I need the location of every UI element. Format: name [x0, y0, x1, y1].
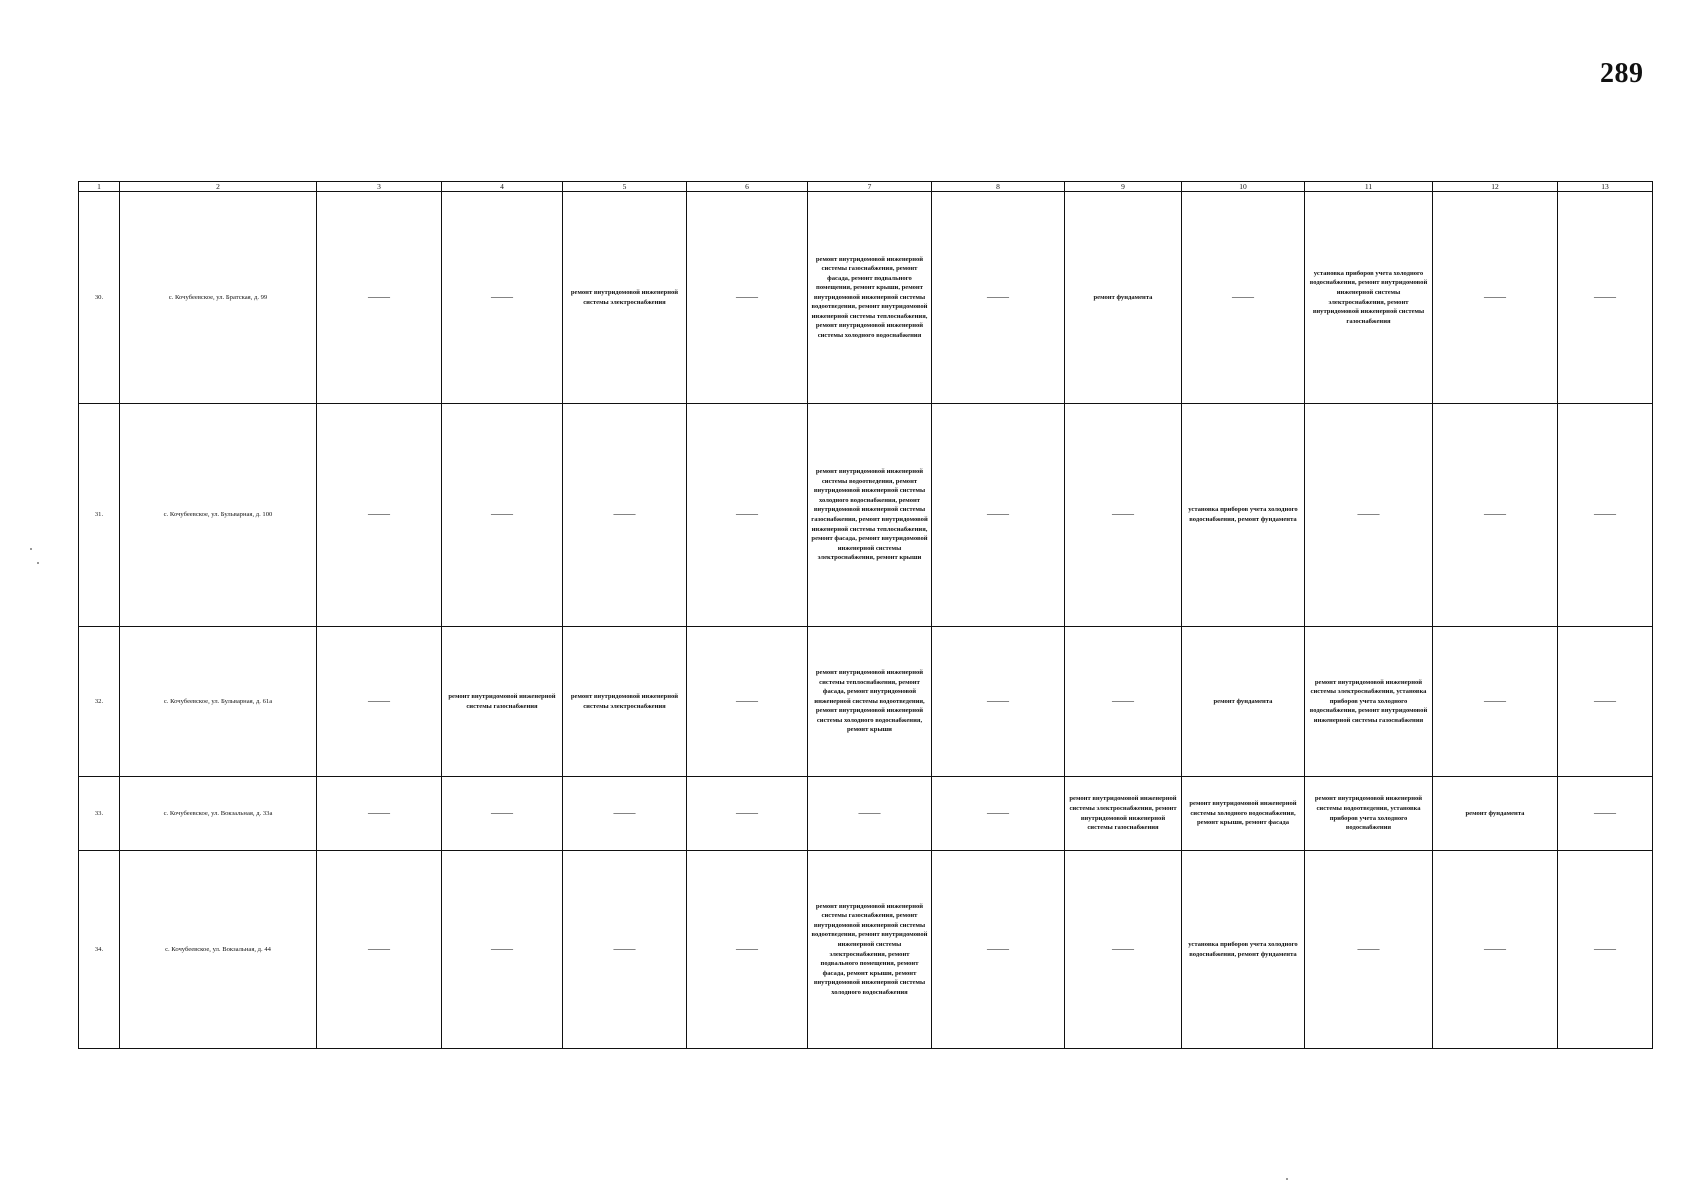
empty-cell	[563, 851, 687, 1049]
dash-mark: ——	[491, 806, 513, 819]
empty-cell	[317, 192, 442, 404]
column-number: 6	[687, 182, 808, 192]
column-number: 13	[1558, 182, 1653, 192]
row-index: 32.	[79, 627, 120, 777]
dash-mark: ——	[1594, 694, 1616, 707]
column-number: 11	[1305, 182, 1433, 192]
row-index: 30.	[79, 192, 120, 404]
work-description: установка приборов учета холодного водоснабжения, ремонт фундамента	[1188, 940, 1298, 958]
column-number: 9	[1065, 182, 1182, 192]
work-description: ремонт внутридомовой инженерной системы электроснабжения, ремонт внутридомовой инженерной системы газоснабжения	[1069, 795, 1177, 832]
dash-mark: ——	[1357, 508, 1380, 521]
dash-mark: ——	[1112, 942, 1134, 955]
work-description: ремонт фундамента	[1093, 293, 1153, 301]
work-description: установка приборов учета холодного водоснабжения, ремонт фундамента	[1188, 506, 1298, 523]
empty-cell	[442, 192, 563, 404]
dash-mark: ——	[368, 694, 390, 707]
row-address: с. Кочубеевское, ул. Вокзальная, д. 44	[120, 851, 317, 1049]
work-description: ремонт фундамента	[1213, 697, 1273, 705]
dash-mark: ——	[736, 694, 758, 707]
empty-cell	[1305, 404, 1433, 627]
dash-mark: ——	[987, 806, 1009, 819]
work-description: ремонт внутридомовой инженерной системы электроснабжения	[570, 288, 679, 306]
row-index: 31.	[79, 404, 120, 627]
dash-mark: ——	[491, 290, 513, 303]
empty-cell	[563, 404, 687, 627]
row-address: с. Кочубеевское, ул. Братская, д. 99	[120, 192, 317, 404]
page-number: 289	[1600, 58, 1644, 89]
empty-cell	[932, 777, 1065, 851]
column-number-row	[79, 182, 1653, 192]
empty-cell	[563, 777, 687, 851]
dash-mark: ——	[1594, 508, 1616, 521]
column-number: 2	[120, 182, 317, 192]
row-address: с. Кочубеевское, ул. Бульварная, д. 61а	[120, 627, 317, 777]
dash-mark: ——	[1484, 290, 1506, 303]
table-row	[79, 192, 1653, 404]
empty-cell	[1065, 627, 1182, 777]
empty-cell	[687, 404, 808, 627]
empty-cell	[317, 404, 442, 627]
table-row	[79, 627, 1653, 777]
work-description: ремонт внутридомовой инженерной системы водоотведения, ремонт внутридомовой инженерной системы холодного водоснабжения, ремонт внутридомовой инженерной системы газоснабжения, ремонт внутридомовой инженерной системы теплоснабжения, ремонт фасада, ремонт внутридомовой инженерной системы электроснабжения, ремонт крыши	[811, 468, 928, 562]
column-number: 7	[808, 182, 932, 192]
empty-cell	[687, 192, 808, 404]
work-description: установка приборов учета холодного водоснабжения, ремонт внутридомовой инженерной системы электроснабжения, ремонт внутридомовой инженерной системы газоснабжения	[1309, 269, 1428, 325]
empty-cell	[1065, 851, 1182, 1049]
empty-cell	[687, 777, 808, 851]
empty-cell	[317, 851, 442, 1049]
dash-mark: ——	[736, 508, 758, 521]
column-number: 5	[563, 182, 687, 192]
work-description: ремонт внутридомовой инженерной системы газоснабжения, ремонт внутридомовой инженерной системы водоотведения, ремонт внутридомовой инженерной системы электроснабжения, ремонт подвального помещения, ремонт фасада, ремонт крыши, ремонт внутридомовой инженерной системы холодного водоснабжения	[811, 902, 928, 996]
empty-cell	[1558, 777, 1653, 851]
dash-mark: ——	[1232, 290, 1254, 303]
dash-mark: ——	[491, 942, 513, 955]
dash-mark: ——	[1594, 290, 1616, 303]
work-description: ремонт внутридомовой инженерной системы теплоснабжения, ремонт фасада, ремонт внутридомовой инженерной системы водоотведения, ремонт внутридомовой инженерной системы холодного водоснабжения, ремонт крыши	[814, 669, 925, 734]
column-number: 8	[932, 182, 1065, 192]
table-row	[79, 851, 1653, 1049]
empty-cell	[1558, 404, 1653, 627]
empty-cell	[932, 627, 1065, 777]
dash-mark: ——	[1594, 806, 1616, 819]
column-number: 10	[1182, 182, 1305, 192]
work-description: ремонт внутридомовой инженерной системы электроснабжения, установка приборов учета холодного водоснабжения, ремонт внутридомовой инженерной системы газоснабжения	[1309, 678, 1428, 724]
empty-cell	[1182, 192, 1305, 404]
empty-cell	[932, 851, 1065, 1049]
scan-speck	[1286, 1178, 1288, 1180]
dash-mark: ——	[736, 290, 758, 303]
column-number: 12	[1433, 182, 1558, 192]
dash-mark: ——	[1112, 508, 1134, 521]
scan-speck	[37, 562, 39, 564]
column-number: 3	[317, 182, 442, 192]
work-description: ремонт внутридомовой инженерной системы газоснабжения, ремонт фасада, ремонт подвального помещения, ремонт крыши, ремонт внутридомовой инженерной системы водоотведения, ремонт внутридомовой инженерной системы теплоснабжения, ремонт внутридомовой инженерной системы холодного водоснабжения	[811, 255, 928, 339]
dash-mark: ——	[613, 806, 636, 819]
empty-cell	[317, 777, 442, 851]
dash-mark: ——	[1594, 942, 1616, 955]
empty-cell	[1433, 404, 1558, 627]
table-row	[79, 777, 1653, 851]
work-description: ремонт фундамента	[1465, 809, 1525, 817]
empty-cell	[687, 627, 808, 777]
empty-cell	[1433, 627, 1558, 777]
work-description: ремонт внутридомовой инженерной системы холодного водоснабжения, ремонт крыши, ремонт фасада	[1189, 800, 1297, 827]
dash-mark: ——	[987, 694, 1009, 707]
empty-cell	[932, 192, 1065, 404]
table-row	[79, 404, 1653, 627]
repair-schedule-table	[78, 181, 1653, 1049]
dash-mark: ——	[368, 806, 390, 819]
empty-cell	[1305, 851, 1433, 1049]
dash-mark: ——	[1484, 508, 1506, 521]
dash-mark: ——	[368, 508, 390, 521]
row-index: 34.	[79, 851, 120, 1049]
empty-cell	[932, 404, 1065, 627]
empty-cell	[687, 851, 808, 1049]
work-description: ремонт внутридомовой инженерной системы водоотведения, установка приборов учета холодного водоснабжения	[1314, 795, 1423, 832]
dash-mark: ——	[1484, 942, 1506, 955]
dash-mark: ——	[1357, 942, 1380, 955]
dash-mark: ——	[736, 942, 758, 955]
empty-cell	[808, 777, 932, 851]
row-index: 33.	[79, 777, 120, 851]
empty-cell	[1433, 192, 1558, 404]
dash-mark: ——	[613, 942, 636, 955]
empty-cell	[1558, 851, 1653, 1049]
row-address: с. Кочубеевское, ул. Вокзальная, д. 33а	[120, 777, 317, 851]
row-address: с. Кочубеевское, ул. Бульварная, д. 100	[120, 404, 317, 627]
dash-mark: ——	[1484, 694, 1506, 707]
column-number: 4	[442, 182, 563, 192]
empty-cell	[442, 404, 563, 627]
empty-cell	[1433, 851, 1558, 1049]
empty-cell	[1065, 404, 1182, 627]
dash-mark: ——	[736, 806, 758, 819]
empty-cell	[317, 627, 442, 777]
dash-mark: ——	[987, 942, 1009, 955]
dash-mark: ——	[491, 508, 513, 521]
dash-mark: ——	[368, 290, 390, 303]
empty-cell	[1558, 627, 1653, 777]
column-number: 1	[79, 182, 120, 192]
work-description: ремонт внутридомовой инженерной системы газоснабжения	[448, 692, 556, 710]
dash-mark: ——	[1112, 694, 1134, 707]
dash-mark: ——	[987, 508, 1009, 521]
work-description: ремонт внутридомовой инженерной системы электроснабжения	[570, 692, 679, 710]
empty-cell	[1558, 192, 1653, 404]
scan-speck	[30, 548, 32, 550]
dash-mark: ——	[613, 508, 636, 521]
dash-mark: ——	[987, 290, 1009, 303]
empty-cell	[442, 777, 563, 851]
dash-mark: ——	[368, 942, 390, 955]
empty-cell	[442, 851, 563, 1049]
dash-mark: ——	[858, 806, 881, 819]
